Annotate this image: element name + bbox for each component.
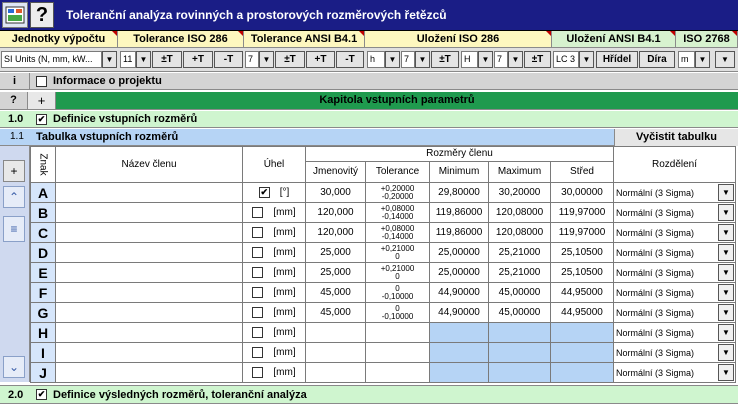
- row-letter: B: [31, 203, 56, 223]
- angle-cell: [243, 363, 306, 383]
- chevron-down-icon[interactable]: ▼: [136, 51, 151, 68]
- chevron-down-icon[interactable]: ▼: [718, 264, 734, 281]
- angle-cell: [243, 343, 306, 363]
- chevron-down-icon[interactable]: ▼: [718, 204, 734, 221]
- minimum-value: 119,86000: [430, 223, 489, 243]
- minimum-value: [430, 343, 489, 363]
- chapter-band: [0, 92, 738, 110]
- unit-label: [mm]: [273, 227, 296, 239]
- tolerance-upper: +0,21000: [380, 243, 415, 253]
- angle-cell: [243, 183, 306, 203]
- mid-value: 44,95000: [551, 283, 614, 303]
- fit-pm1-button[interactable]: ±T: [431, 51, 459, 68]
- hole-button[interactable]: Díra: [639, 51, 675, 68]
- chevron-down-icon[interactable]: ▼: [695, 51, 710, 68]
- section-1-label: Definice vstupních rozměrů: [53, 113, 198, 125]
- member-name-input[interactable]: [56, 323, 243, 343]
- nominal-input[interactable]: 45,000: [306, 283, 366, 303]
- header-iso2768: ISO 2768: [676, 31, 738, 48]
- column-header-name: Název členu: [56, 147, 243, 183]
- section-1-band: [0, 111, 738, 128]
- distribution-select[interactable]: Normální (3 Sigma) ▼: [614, 323, 736, 343]
- ansi-plus-button[interactable]: +T: [306, 51, 335, 68]
- table-row: [31, 363, 736, 383]
- tolerance-upper: +0,08000: [380, 203, 415, 213]
- ansi-minus-button[interactable]: -T: [336, 51, 364, 68]
- distribution-select[interactable]: Normální (3 Sigma) ▼: [614, 303, 736, 323]
- scroll-up-icon[interactable]: ⌃: [3, 186, 25, 208]
- minimum-value: 44,90000: [430, 303, 489, 323]
- distribution-select[interactable]: Normální (3 Sigma) ▼: [614, 243, 736, 263]
- table-row: [31, 223, 736, 243]
- minimum-value: 25,00000: [430, 243, 489, 263]
- minimum-value: 119,86000: [430, 203, 489, 223]
- table-row: [31, 243, 736, 263]
- section-1-number: 1.0: [8, 113, 24, 125]
- member-name-input[interactable]: [56, 283, 243, 303]
- section-2-checkbox[interactable]: ✔: [37, 389, 46, 399]
- column-header-mid: Střed: [551, 161, 614, 182]
- distribution-select[interactable]: Normální (3 Sigma) ▼: [614, 283, 736, 303]
- unit-label: [mm]: [273, 327, 296, 339]
- member-name-input[interactable]: [56, 363, 243, 383]
- fit-shaft-select[interactable]: H: [461, 51, 478, 68]
- table-row: [31, 183, 736, 203]
- chevron-down-icon[interactable]: ▼: [718, 364, 734, 381]
- header-iso286: Tolerance ISO 286: [118, 31, 244, 48]
- left-strip: [0, 146, 30, 382]
- chevron-down-icon[interactable]: ▼: [478, 51, 493, 68]
- angle-checkbox[interactable]: [252, 347, 263, 358]
- member-name-input[interactable]: [56, 223, 243, 243]
- unit-label: [mm]: [273, 247, 296, 259]
- shaft-button[interactable]: Hřídel: [596, 51, 638, 68]
- clear-table-button[interactable]: Vyčistit tabulku: [614, 129, 738, 146]
- minimum-value: 29,80000: [430, 183, 489, 203]
- maximum-value: 120,08000: [489, 203, 551, 223]
- tolerance-cell[interactable]: [366, 323, 430, 343]
- tolerance-lower: 0: [395, 251, 400, 261]
- tolerance-lower: -0,14000: [381, 231, 414, 241]
- fit-hole-select[interactable]: h: [367, 51, 385, 68]
- section-1-checkbox[interactable]: ✔: [37, 114, 46, 124]
- tolerance-lower: -0,10000: [381, 311, 414, 321]
- tolerance-cell[interactable]: [366, 183, 430, 203]
- mid-value: [551, 323, 614, 343]
- column-header-minimum: Minimum: [430, 161, 489, 182]
- column-header-distribution: Rozdělení: [614, 147, 736, 183]
- unit-label: [mm]: [273, 347, 296, 359]
- column-header-angle: Úhel: [243, 147, 306, 183]
- mid-value: 30,00000: [551, 183, 614, 203]
- row-letter: E: [31, 263, 56, 283]
- tolerance-cell[interactable]: [366, 203, 430, 223]
- nominal-input[interactable]: 25,000: [306, 243, 366, 263]
- subsection-number: 1.1: [10, 131, 24, 142]
- table-row: [31, 303, 736, 323]
- iso-grade-select[interactable]: 11: [120, 51, 136, 68]
- chevron-down-icon[interactable]: ▼: [259, 51, 274, 68]
- add-row-button[interactable]: +: [3, 160, 25, 182]
- row-letter: F: [31, 283, 56, 303]
- column-header-dims: Rozměry členu: [306, 147, 614, 162]
- member-name-input[interactable]: [56, 343, 243, 363]
- tolerance-cell[interactable]: [366, 363, 430, 383]
- angle-checkbox[interactable]: [252, 327, 263, 338]
- chapter-help[interactable]: ?: [0, 92, 28, 109]
- header-units: Jednotky výpočtu: [0, 31, 118, 48]
- mid-value: [551, 363, 614, 383]
- app-title: Toleranční analýza rovinných a prostorových rozměrových řetězců: [66, 8, 447, 22]
- fit-pm2-button[interactable]: ±T: [524, 51, 551, 68]
- member-name-input[interactable]: [56, 203, 243, 223]
- units-select[interactable]: SI Units (N, mm, kW...: [1, 51, 102, 68]
- tolerance-lower: 0: [395, 271, 400, 281]
- fit-shaft-grade-select[interactable]: 7: [494, 51, 508, 68]
- table-row: [31, 343, 736, 363]
- distribution-select[interactable]: Normální (3 Sigma) ▼: [614, 363, 736, 383]
- maximum-value: [489, 363, 551, 383]
- angle-checkbox[interactable]: [252, 287, 263, 298]
- angle-checkbox[interactable]: [252, 367, 263, 378]
- nominal-input[interactable]: 25,000: [306, 263, 366, 283]
- input-dimensions-table: [30, 146, 736, 383]
- info-indicator: i: [0, 73, 30, 90]
- tolerance-upper: +0,21000: [380, 263, 415, 273]
- row-letter: J: [31, 363, 56, 383]
- chevron-down-icon[interactable]: ▼: [385, 51, 400, 68]
- maximum-value: 45,00000: [489, 283, 551, 303]
- tolerance-upper: +0,20000: [380, 183, 415, 193]
- unit-label: [mm]: [273, 267, 296, 279]
- column-header-maximum: Maximum: [489, 161, 551, 182]
- mid-value: 44,95000: [551, 303, 614, 323]
- chevron-down-icon[interactable]: ▼: [718, 184, 734, 201]
- chevron-down-icon[interactable]: ▼: [718, 224, 734, 241]
- chevron-down-icon[interactable]: ▼: [718, 324, 734, 341]
- distribution-select[interactable]: Normální (3 Sigma) ▼: [614, 263, 736, 283]
- tolerance-cell[interactable]: [366, 343, 430, 363]
- nominal-input[interactable]: [306, 343, 366, 363]
- chevron-down-icon[interactable]: ▼: [579, 51, 594, 68]
- row-letter: D: [31, 243, 56, 263]
- nominal-input[interactable]: 120,000: [306, 223, 366, 243]
- nominal-input[interactable]: 120,000: [306, 203, 366, 223]
- tolerance-cell[interactable]: [366, 303, 430, 323]
- member-name-input[interactable]: [56, 303, 243, 323]
- angle-cell: [243, 223, 306, 243]
- tolerance-cell[interactable]: [366, 243, 430, 263]
- tolerance-lower: -0,20000: [381, 191, 414, 201]
- tolerance-cell[interactable]: [366, 283, 430, 303]
- ansi-fit-select[interactable]: LC 3: [553, 51, 579, 68]
- chevron-down-icon[interactable]: ▼: [102, 51, 117, 68]
- angle-checkbox[interactable]: [252, 247, 263, 258]
- chapter-expand-button[interactable]: +: [28, 92, 56, 109]
- member-name-input[interactable]: [56, 263, 243, 283]
- minimum-value: [430, 363, 489, 383]
- unit-label: [mm]: [273, 307, 296, 319]
- mid-value: 25,10500: [551, 243, 614, 263]
- maximum-value: 25,21000: [489, 243, 551, 263]
- row-letter: A: [31, 183, 56, 203]
- chevron-down-icon[interactable]: ▼: [508, 51, 523, 68]
- maximum-value: 25,21000: [489, 263, 551, 283]
- maximum-value: 120,08000: [489, 223, 551, 243]
- member-name-input[interactable]: [56, 243, 243, 263]
- iso-plus-button[interactable]: +T: [183, 51, 213, 68]
- maximum-value: 45,00000: [489, 303, 551, 323]
- chevron-down-icon[interactable]: ▼: [715, 51, 735, 68]
- angle-checkbox[interactable]: [252, 207, 263, 218]
- header-fit-iso: Uložení ISO 286: [365, 31, 552, 48]
- iso2768-select[interactable]: m: [678, 51, 695, 68]
- column-header-tolerance: Tolerance: [366, 161, 430, 182]
- nominal-input[interactable]: [306, 323, 366, 343]
- unit-label: [mm]: [273, 367, 296, 379]
- project-info-label: Informace o projektu: [53, 75, 162, 87]
- fit-hole-grade-select[interactable]: 7: [401, 51, 415, 68]
- table-row: [31, 323, 736, 343]
- row-letter: H: [31, 323, 56, 343]
- subsection-label: Tabulka vstupních rozměrů: [36, 131, 179, 143]
- angle-cell: [243, 203, 306, 223]
- tolerance-upper: 0: [395, 303, 400, 313]
- distribution-select[interactable]: Normální (3 Sigma) ▼: [614, 183, 736, 203]
- mid-value: 119,97000: [551, 203, 614, 223]
- chevron-down-icon[interactable]: ▼: [718, 284, 734, 301]
- help-button[interactable]: ?: [30, 2, 54, 28]
- row-letter: I: [31, 343, 56, 363]
- project-info-checkbox[interactable]: [36, 76, 47, 87]
- ansi-pm-button[interactable]: ±T: [275, 51, 305, 68]
- table-row: [31, 283, 736, 303]
- angle-cell: [243, 323, 306, 343]
- minimum-value: 25,00000: [430, 263, 489, 283]
- distribution-select[interactable]: Normální (3 Sigma) ▼: [614, 343, 736, 363]
- table-row: [31, 263, 736, 283]
- chevron-down-icon[interactable]: ▼: [415, 51, 430, 68]
- unit-label: [mm]: [273, 207, 296, 219]
- angle-cell: [243, 243, 306, 263]
- mid-value: 119,97000: [551, 223, 614, 243]
- header-fit-ansi: Uložení ANSI B4.1: [552, 31, 676, 48]
- section-2-label: Definice výsledných rozměrů, toleranční analýza: [53, 389, 307, 401]
- scroll-down-icon[interactable]: ⌄: [3, 356, 25, 378]
- mid-value: [551, 343, 614, 363]
- section-2-number: 2.0: [8, 389, 24, 401]
- distribution-select[interactable]: Normální (3 Sigma) ▼: [614, 203, 736, 223]
- angle-cell: [243, 303, 306, 323]
- minimum-value: [430, 323, 489, 343]
- angle-cell: [243, 263, 306, 283]
- chapter-title: Kapitola vstupních parametrů: [319, 94, 475, 106]
- ansi-grade-select[interactable]: 7: [245, 51, 259, 68]
- scroll-thumb[interactable]: ≡: [3, 216, 25, 242]
- app-logo-icon: [2, 2, 28, 28]
- distribution-select[interactable]: Normální (3 Sigma) ▼: [614, 223, 736, 243]
- toolbar: [0, 48, 738, 72]
- nominal-input[interactable]: 45,000: [306, 303, 366, 323]
- maximum-value: [489, 343, 551, 363]
- maximum-value: [489, 323, 551, 343]
- project-info-band: [0, 73, 738, 90]
- chevron-down-icon[interactable]: ▼: [718, 304, 734, 321]
- maximum-value: 30,20000: [489, 183, 551, 203]
- angle-checkbox[interactable]: [252, 227, 263, 238]
- tolerance-upper: +0,08000: [380, 223, 415, 233]
- angle-checkbox[interactable]: ✔: [260, 186, 268, 197]
- tolerance-cell[interactable]: [366, 223, 430, 243]
- angle-checkbox[interactable]: [252, 307, 263, 318]
- angle-cell: [243, 283, 306, 303]
- iso-minus-button[interactable]: -T: [214, 51, 243, 68]
- header-ansi: Tolerance ANSI B4.1: [244, 31, 365, 48]
- tolerance-cell[interactable]: [366, 263, 430, 283]
- nominal-input[interactable]: 30,000: [306, 183, 366, 203]
- chevron-down-icon[interactable]: ▼: [718, 344, 734, 361]
- chevron-down-icon[interactable]: ▼: [718, 244, 734, 261]
- title-bar: [0, 0, 738, 31]
- mid-value: 25,10500: [551, 263, 614, 283]
- column-header-nominal: Jmenovitý: [306, 161, 366, 182]
- tolerance-upper: 0: [395, 283, 400, 293]
- tolerance-lower: -0,14000: [381, 211, 414, 221]
- unit-label: [°]: [279, 187, 290, 199]
- subsection-1-1-band: [0, 129, 738, 146]
- row-letter: G: [31, 303, 56, 323]
- unit-label: [mm]: [273, 287, 296, 299]
- angle-checkbox[interactable]: [252, 267, 263, 278]
- iso-pm-button[interactable]: ±T: [152, 51, 182, 68]
- table-row: [31, 203, 736, 223]
- section-2-band: [0, 385, 738, 404]
- tolerance-lower: -0,10000: [381, 291, 414, 301]
- row-letter: C: [31, 223, 56, 243]
- column-header-sign: Znak: [31, 147, 56, 183]
- nominal-input[interactable]: [306, 363, 366, 383]
- minimum-value: 44,90000: [430, 283, 489, 303]
- member-name-input[interactable]: [56, 183, 243, 203]
